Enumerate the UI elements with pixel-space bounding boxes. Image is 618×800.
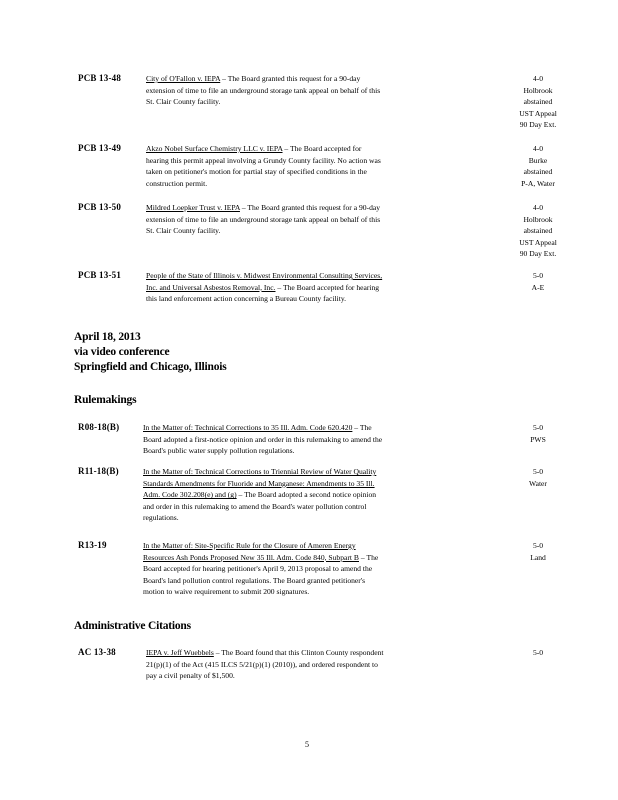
vote-line: 5-0	[532, 423, 544, 432]
case-title: Mildred Loepker Trust v. IEPA	[146, 203, 240, 212]
entry-description	[143, 466, 449, 524]
description-line	[146, 73, 456, 85]
vote-line: abstained	[523, 97, 553, 107]
docket-number: PCB 13-48	[78, 73, 122, 83]
vote-line: P-A, Water	[521, 178, 555, 188]
description-line	[143, 563, 449, 575]
entry-description	[143, 540, 449, 598]
vote-line: Water	[529, 478, 547, 488]
case-title: In the Matter of: Technical Corrections to Triennial Review of Water Quality	[143, 467, 377, 476]
description-text: Board adopted a first-notice opinion and order in this rulemaking to amend the	[143, 434, 383, 444]
case-title: City of O'Fallon v. IEPA	[146, 74, 221, 83]
description-line	[146, 214, 456, 226]
docket-number: PCB 13-50	[78, 202, 122, 212]
vote-result	[505, 143, 571, 189]
description-line	[143, 489, 449, 501]
description-text: – The Board adopted a second notice opinion	[236, 490, 377, 500]
description-line	[146, 659, 452, 671]
description-line	[146, 85, 456, 97]
description-text: this land enforcement action concerning a Bureau County facility.	[146, 294, 347, 304]
page-number: 5	[305, 740, 309, 749]
docket-number: PCB 13-51	[78, 270, 122, 280]
description-text: taken on petitioner's motion for partial stay of specified conditions in the	[146, 167, 367, 177]
description-text: – The Board accepted for	[282, 144, 362, 153]
docket-number: AC 13-38	[78, 647, 116, 657]
description-text: – The	[359, 552, 379, 562]
vote-line: 4-0	[532, 74, 544, 83]
description-line	[146, 202, 456, 214]
vote-line: 90 Day Ext.	[519, 120, 557, 130]
entry-description	[146, 143, 456, 189]
description-line	[143, 540, 449, 552]
entry-description	[146, 647, 452, 682]
vote-line: Land	[530, 552, 546, 562]
description-text: Board's public water supply pollution regulations.	[143, 446, 295, 456]
description-text: motion to waive requirement to submit 200 signatures.	[143, 587, 310, 597]
description-line	[146, 166, 456, 178]
description-line	[143, 466, 449, 478]
vote-result	[505, 647, 571, 659]
description-text: – The	[352, 423, 372, 432]
docket-number: R08-18(B)	[78, 422, 120, 432]
vote-result	[505, 540, 571, 563]
entry-description	[146, 270, 456, 305]
case-title: IEPA v. Jeff Wuebbels	[146, 648, 214, 657]
case-title: Adm. Code 302.208(e) and (g)	[143, 490, 237, 500]
vote-line: 4-0	[532, 203, 544, 212]
entry-description	[146, 73, 456, 108]
vote-result	[505, 73, 571, 131]
vote-line: PWS	[530, 434, 546, 444]
description-text: hearing this permit appeal involving a Grundy County facility. No action was	[146, 155, 381, 165]
description-text: pay a civil penalty of $1,500.	[146, 671, 235, 681]
description-text: construction permit.	[146, 178, 208, 188]
description-text: Board's land pollution control regulations. The Board granted petitioner's	[143, 575, 366, 585]
description-line	[146, 143, 456, 155]
vote-line: abstained	[523, 167, 553, 177]
description-text: – The Board granted this request for a 90-day	[220, 74, 361, 83]
description-line	[143, 478, 449, 490]
description-line	[146, 155, 456, 167]
case-title: Inc. and Universal Asbestos Removal, Inc.	[146, 282, 276, 292]
vote-line: 5-0	[532, 467, 544, 476]
docket-number: R13-19	[78, 540, 107, 550]
vote-line: Holbrook	[523, 214, 553, 224]
description-text: – The Board accepted for hearing	[275, 282, 380, 292]
vote-line: UST Appeal	[519, 237, 557, 247]
description-text: – The Board found that this Clinton County respondent	[213, 648, 384, 657]
case-title: Resources Ash Ponds Proposed New 35 Ill. Adm. Code 840, Subpart B	[143, 552, 359, 562]
description-line	[143, 422, 449, 434]
entry-description	[146, 202, 456, 237]
vote-result	[505, 202, 571, 260]
description-line	[146, 225, 456, 237]
vote-result	[505, 422, 571, 445]
description-text: St. Clair County facility.	[146, 97, 221, 107]
vote-line: Holbrook	[523, 85, 553, 95]
vote-result	[505, 466, 571, 489]
description-text: – The Board granted this request for a 90-day	[239, 203, 381, 212]
description-line	[143, 512, 449, 524]
section-heading-administrative-citations: Administrative Citations	[74, 620, 191, 632]
vote-line: 4-0	[532, 144, 544, 153]
meeting-date: April 18, 2013	[74, 331, 141, 343]
docket-number: PCB 13-49	[78, 143, 122, 153]
description-text: Board accepted for hearing petitioner's April 9, 2013 proposal to amend the	[143, 564, 373, 574]
description-line	[143, 501, 449, 513]
vote-line: 5-0	[532, 648, 544, 657]
description-line	[146, 270, 456, 282]
description-line	[143, 445, 449, 457]
description-line	[146, 647, 452, 659]
description-line	[146, 178, 456, 190]
description-line	[143, 575, 449, 587]
description-line	[143, 586, 449, 598]
description-line	[146, 96, 456, 108]
description-line	[146, 293, 456, 305]
vote-line: 5-0	[532, 541, 544, 550]
docket-number: R11-18(B)	[78, 466, 119, 476]
meeting-location: via video conference	[74, 346, 170, 358]
description-text: and order in this rulemaking to amend the Board's water pollution control	[143, 501, 367, 511]
description-line	[146, 282, 456, 294]
vote-result	[505, 270, 571, 293]
entry-description	[143, 422, 449, 457]
description-text: 21(p)(1) of the Act (415 ILCS 5/21(p)(1) (2010)), and ordered respondent to	[146, 659, 378, 669]
description-text: extension of time to file an underground storage tank appeal on behalf of this	[146, 214, 381, 224]
case-title: In the Matter of: Site-Specific Rule for the Closure of Ameren Energy	[143, 541, 356, 550]
vote-line: 90 Day Ext.	[519, 249, 557, 259]
case-title: In the Matter of: Technical Corrections to 35 Ill. Adm. Code 620.420	[143, 423, 353, 432]
case-title: Standards Amendments for Fluoride and Manganese: Amendments to 35 Ill.	[143, 478, 375, 488]
description-text: St. Clair County facility.	[146, 226, 221, 236]
vote-line: 5-0	[532, 271, 544, 280]
meeting-cities: Springfield and Chicago, Illinois	[74, 361, 227, 373]
description-text: regulations.	[143, 513, 179, 523]
vote-line: Burke	[528, 155, 548, 165]
description-line	[143, 434, 449, 446]
section-heading-rulemakings: Rulemakings	[74, 394, 137, 406]
description-line	[146, 670, 452, 682]
case-title: Akzo Nobel Surface Chemistry LLC v. IEPA	[146, 144, 283, 153]
vote-line: UST Appeal	[519, 108, 557, 118]
vote-line: A-E	[531, 282, 545, 292]
vote-line: abstained	[523, 226, 553, 236]
description-text: extension of time to file an underground storage tank appeal on behalf of this	[146, 85, 381, 95]
case-title: People of the State of Illinois v. Midwest Environmental Consulting Services,	[146, 271, 383, 280]
description-line	[143, 552, 449, 564]
